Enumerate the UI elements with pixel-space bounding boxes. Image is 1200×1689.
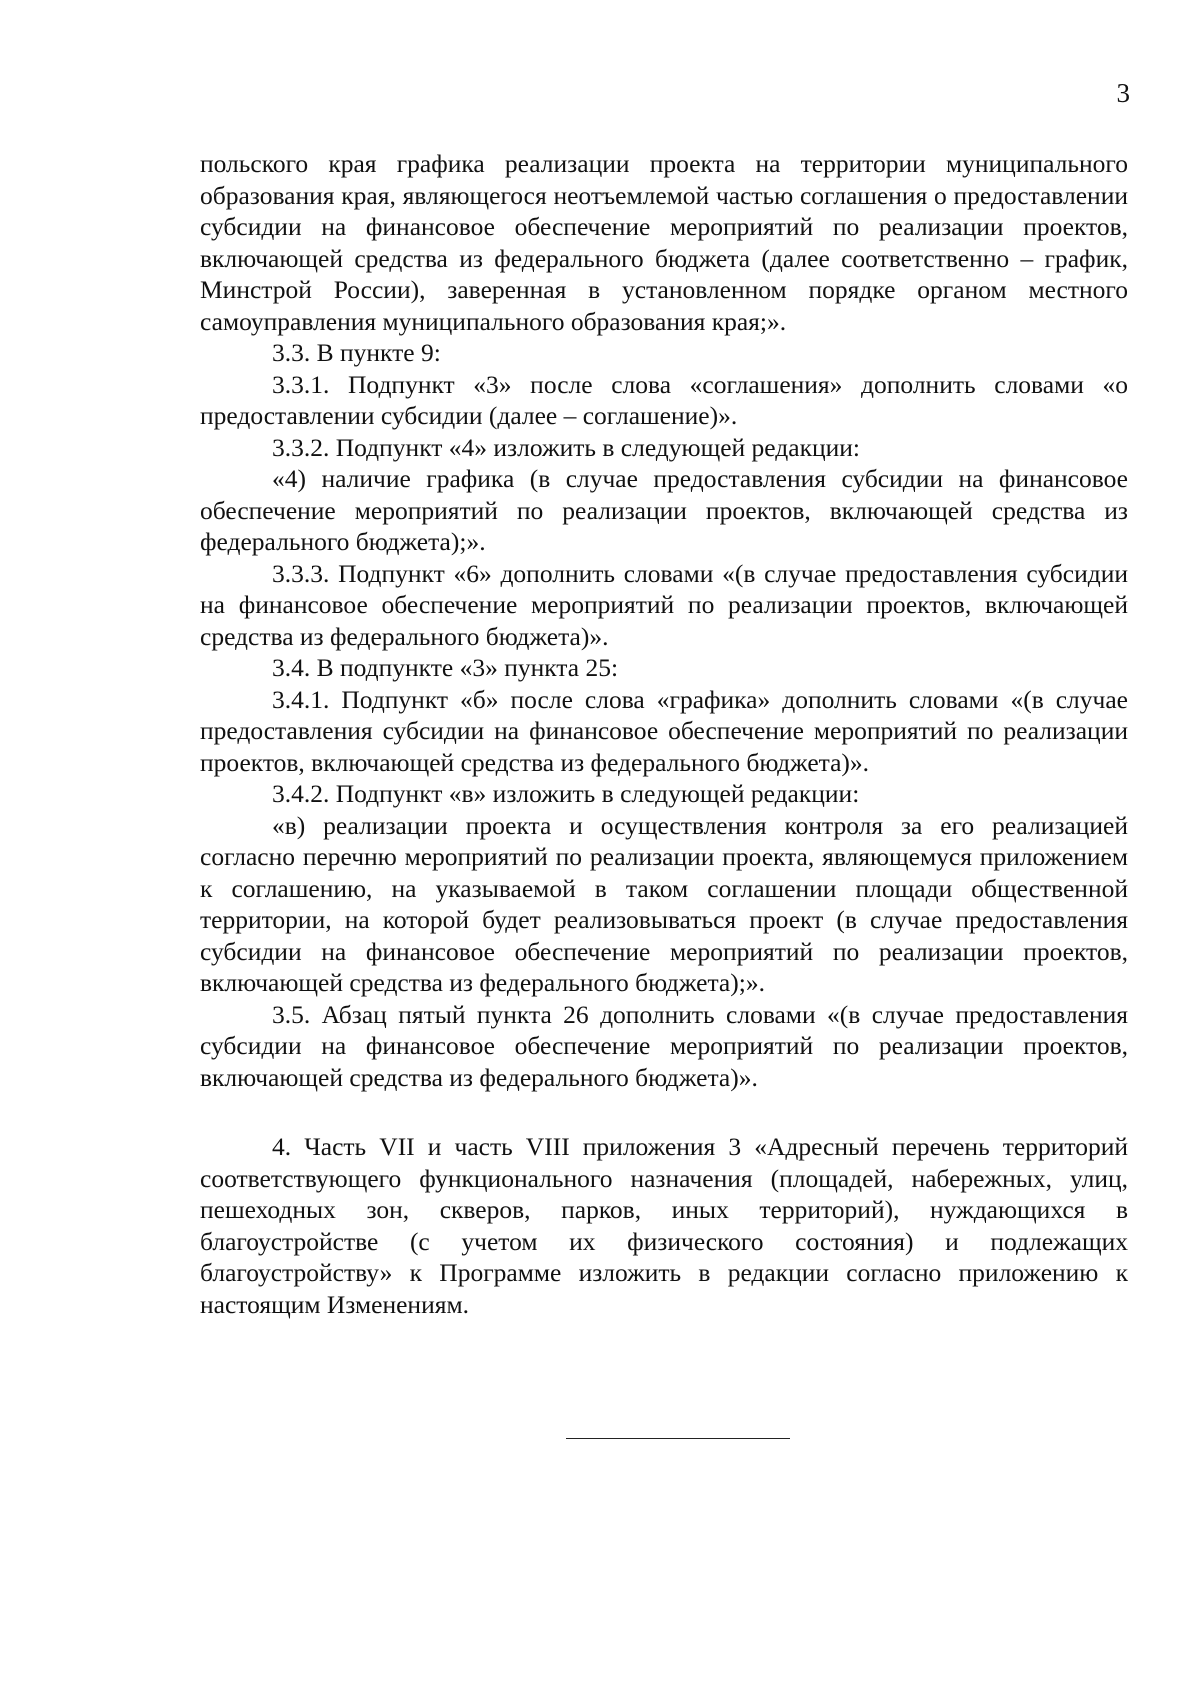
document-body bbox=[200, 148, 1128, 1320]
paragraph-3-3-2: 3.3.2. Подпункт «4» изложить в следующей редакции: bbox=[272, 432, 860, 462]
end-separator-line bbox=[566, 1438, 790, 1439]
paragraph-continuation: польского края графика реализации проекта на территории муниципального образования края, являющегося неотъемлемой частью соглашения о предоставлении субсидии на финансовое обеспечение мероприятий по реализации проектов, включающей средства из федерального бюджета (далее соответственно – график, Минстрой России), заверенная в установленном порядке органом местного самоуправления муниципального образования края;». bbox=[200, 149, 1128, 336]
paragraph-3-5: 3.5. Абзац пятый пункта 26 дополнить словами «(в случае предоставления субсидии на финансовое обеспечение мероприятий по реализации проектов, включающей средства из федерального бюджета)». bbox=[200, 999, 1128, 1092]
paragraph-subitem-4: «4) наличие графика (в случае предоставления субсидии на финансовое обеспечение мероприятий по реализации проектов, включающей средства из федерального бюджета);». bbox=[200, 464, 1128, 556]
page-number: 3 bbox=[1116, 78, 1130, 108]
paragraph-3-3-1: 3.3.1. Подпункт «3» после слова «соглашения» дополнить словами «о предоставлении субсидии (далее – соглашение)». bbox=[200, 369, 1128, 430]
paragraph-3-4-1: 3.4.1. Подпункт «б» после слова «графика» дополнить словами «(в случае предоставления субсидии на финансовое обеспечение мероприятий по реализации проектов, включающей средства из федерального бюджета)». bbox=[200, 684, 1128, 777]
paragraph-3-3: 3.3. В пункте 9: bbox=[272, 338, 441, 367]
paragraph-4: 4. Часть VII и часть VIII приложения 3 «Адресный перечень территорий соответствующего функционального назначения (площадей, набережных, улиц, пешеходных зон, скверов, парков, иных территорий), нуждающихся в благоустройстве (с учетом их физического состояния) и подлежащих благоустройству» к Программе изложить в редакции согласно приложению к настоящим Изменениям. bbox=[200, 1132, 1128, 1319]
paragraph-subitem-v: «в) реализации проекта и осуществления контроля за его реализацией согласно перечню мероприятий по реализации проекта, являющемуся приложением к соглашению, на указываемой в таком соглашении площади общественной территории, на которой будет реализовываться проект (в случае предоставления субсидии на финансовое обеспечение мероприятий по реализации проектов, включающей средства из федерального бюджета);». bbox=[200, 810, 1128, 997]
paragraph-3-3-3: 3.3.3. Подпункт «6» дополнить словами «(в случае предоставления субсидии на финансовое обеспечение мероприятий по реализации проектов, включающей средства из федерального бюджета)». bbox=[200, 558, 1128, 651]
paragraph-3-4-2: 3.4.2. Подпункт «в» изложить в следующей редакции: bbox=[272, 779, 860, 808]
paragraph-3-4: 3.4. В подпункте «3» пункта 25: bbox=[272, 653, 619, 682]
